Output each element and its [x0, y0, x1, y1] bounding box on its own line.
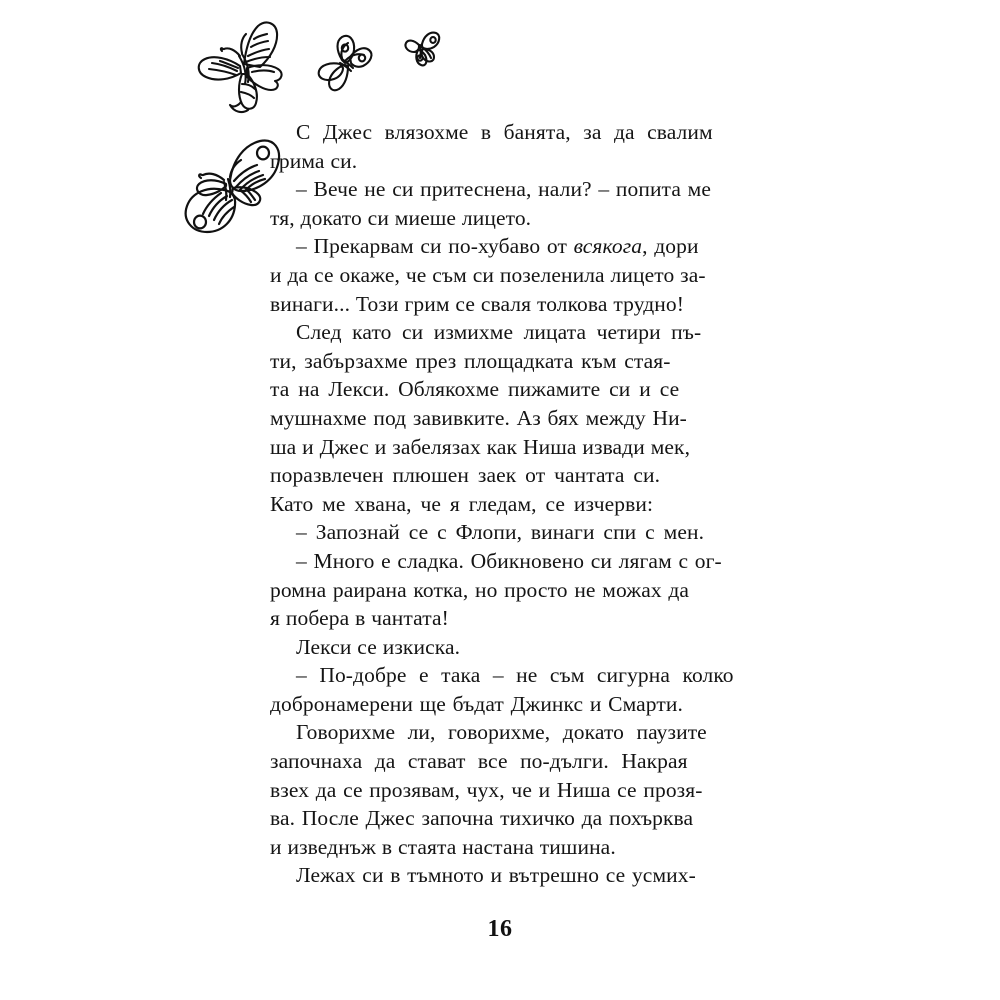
text-line: ромна раирана котка, но просто не можах да [270, 577, 690, 602]
text-line: винаги... Този грим се сваля толкова трудно! [270, 291, 684, 316]
text-line: С Джес влязохме в банята, за да свалим [296, 120, 713, 144]
text-line: – Запознай се с Флопи, винаги спи с мен. [296, 520, 705, 545]
text-line: ва. После Джес започна тихичко да похърква [270, 806, 694, 831]
butterfly-group-top [190, 14, 480, 124]
text-line: тя, докато си миеше лицето. [270, 205, 532, 230]
body-text [270, 118, 756, 890]
butterfly-small-icon [398, 26, 448, 74]
text-line: та на Лекси. Облякохме пижамите си и се [270, 377, 680, 402]
text-line: – Вече не си притеснена, нали? – попита ме [296, 177, 711, 202]
text-line: – Много е сладка. Обикновено си лягам с ог- [296, 548, 722, 573]
text-line: – По-добре е така – не съм сигурна колко [296, 663, 734, 688]
text-line: добронамерени ще бъдат Джинкс и Смарти. [270, 691, 683, 716]
text-line: Като ме хвана, че я гледам, се изчерви: [270, 491, 654, 516]
text-line: я побера в чантата! [270, 606, 449, 631]
text-line: След като си измихме лицата четири пъ- [296, 320, 702, 345]
text-line: Лежах си в тъмното и вътрешно се усмих- [296, 863, 696, 888]
text-line: мушнахме под завивките. Аз бях между Ни- [270, 405, 687, 430]
text-line: Лекси се изкиска. [296, 634, 461, 659]
butterfly-large-icon [190, 20, 294, 114]
text-line: поразвлечен плюшен заек от чантата си. [270, 463, 661, 488]
text-line: ша и Джес и забелязах как Ниша извади мек, [270, 434, 691, 459]
text-line-with-italic [270, 232, 756, 261]
text-line: започнаха да стават все по-дълги. Накрая [270, 749, 688, 774]
text-segment: , дори [642, 234, 699, 259]
page-number: 16 [487, 916, 513, 942]
text-line: и да се окаже, че съм си позеленила лицето за- [270, 262, 706, 287]
text-line: и изведнъж в стаята настана тишина. [270, 834, 616, 859]
text-line: грима си. [270, 148, 358, 173]
text-line: взех да се прозявам, чух, че и Ниша се прозя- [270, 777, 703, 802]
emphasis-word: всякога [573, 234, 643, 259]
text-segment: – Прекарвам си по-хубаво от [296, 234, 574, 259]
butterfly-medium-icon [312, 32, 386, 98]
text-line: Говорихме ли, говорихме, докато паузите [296, 720, 707, 745]
text-line: ти, забързахме през площадката към стая- [270, 348, 671, 373]
